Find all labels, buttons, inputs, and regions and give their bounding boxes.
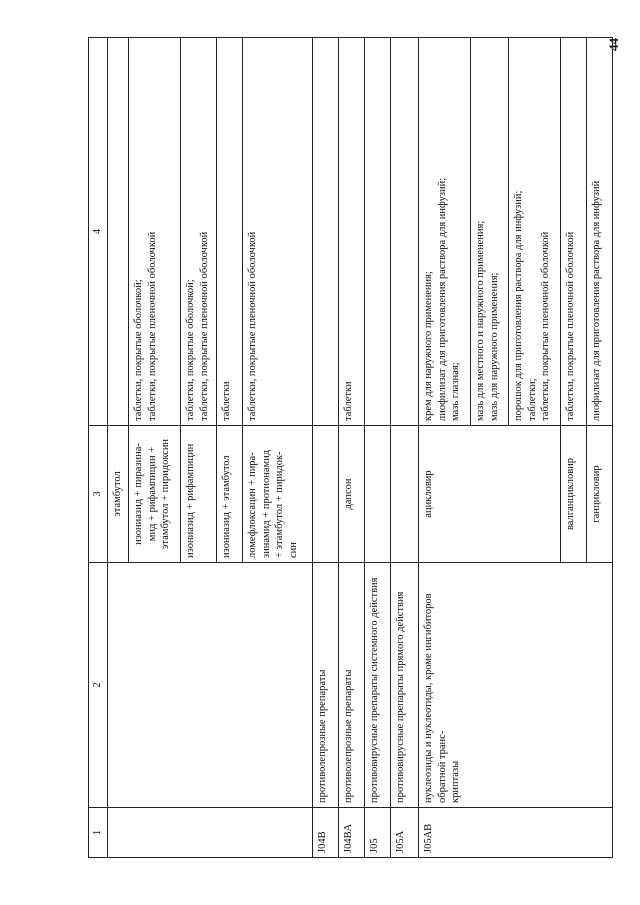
drug-cell	[364, 426, 390, 563]
code-cell	[107, 808, 312, 858]
drug-cell: изониазид + рифампицин	[180, 426, 216, 563]
group-name: противолепрозные препараты	[312, 563, 338, 808]
form-cell: таблетки	[216, 38, 242, 426]
form-cell: таблетки, покрытые пленочной оболочкой	[242, 38, 312, 426]
table-row	[338, 38, 364, 858]
atc-code: J05AB	[418, 808, 612, 858]
drug-cell	[390, 426, 418, 563]
header-col-4: 4	[89, 38, 108, 426]
table-row	[312, 38, 338, 858]
form-cell: лиофилизат для приготовления раствора для инфузий	[586, 38, 612, 426]
table-header-row	[89, 38, 108, 858]
group-name: нуклеозиды и нуклеотиды, кроме ингибиторов обратной транс- криптазы	[418, 563, 612, 808]
group-name: противовирусные препараты системного действия	[364, 563, 390, 808]
table-row	[418, 38, 470, 858]
table-row	[107, 38, 128, 858]
form-cell: таблетки, покрытые пленочной оболочкой	[560, 38, 586, 426]
form-cell: таблетки	[338, 38, 364, 426]
atc-code: J04B	[312, 808, 338, 858]
header-col-2: 2	[89, 563, 108, 808]
form-cell: крем для наружного применения; лиофилизат для приготовления раствора для инфузий; мазь глазная;	[418, 38, 470, 426]
atc-code: J04BA	[338, 808, 364, 858]
form-cell: мазь для местного и наружного применения; мазь для наружного применения;	[470, 38, 508, 426]
form-cell	[312, 38, 338, 426]
header-col-1: 1	[89, 808, 108, 858]
atc-code: J05A	[390, 808, 418, 858]
drug-cell	[312, 426, 338, 563]
form-cell	[390, 38, 418, 426]
page-number: 44	[606, 38, 621, 51]
drug-cell: ганцикловир	[586, 426, 612, 563]
drug-cell: валганцикловир	[560, 426, 586, 563]
drug-classification-table	[88, 37, 613, 858]
form-cell: порошок для приготовления раствора для инфузий; таблетки; таблетки, покрытые пленочной оболочкой	[508, 38, 560, 426]
table-row	[364, 38, 390, 858]
drug-cell: изониазид + пиразина- мид + рифампицин + этамбутол + пиридоксин	[128, 426, 180, 563]
drug-cell: дапсон	[338, 426, 364, 563]
group-name: противовирусные препараты прямого действия	[390, 563, 418, 808]
atc-code: J05	[364, 808, 390, 858]
table-row	[390, 38, 418, 858]
form-cell: таблетки, покрытые оболочкой; таблетки, покрытые пленочной оболочкой	[180, 38, 216, 426]
form-cell: таблетки, покрытые оболочкой; таблетки, покрытые пленочной оболочкой	[128, 38, 180, 426]
rotated-page-content	[88, 38, 602, 858]
form-cell	[364, 38, 390, 426]
drug-cell: изониазид + этамбутол	[216, 426, 242, 563]
drug-cell: ломефлоксацин + пира- зинамид + протионамид + этамбутол + пиридок- син	[242, 426, 312, 563]
drug-cell: ацикловир	[418, 426, 560, 563]
drug-cell: этамбутол	[107, 426, 128, 563]
form-cell	[107, 38, 128, 426]
group-name: противолепрозные препараты	[338, 563, 364, 808]
header-col-3: 3	[89, 426, 108, 563]
group-cell	[107, 563, 312, 808]
